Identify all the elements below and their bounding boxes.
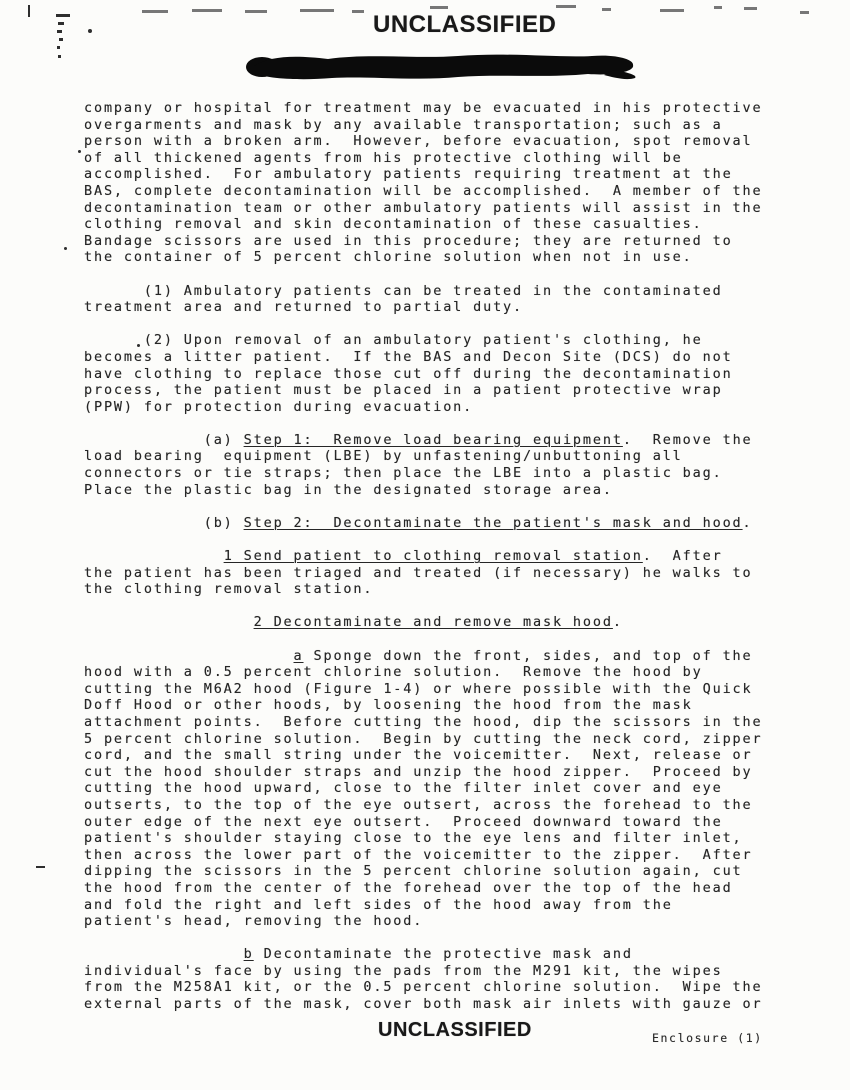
text-line	[84, 764, 762, 781]
underlined-text: Step 2: Decontaminate the patient's mask and hood	[243, 514, 743, 531]
text-segment: accomplished. For ambulatory patients requiring treatment at the	[84, 166, 733, 183]
text-line	[84, 847, 762, 864]
underlined-text: Step 1: Remove load bearing equipment	[243, 431, 623, 448]
enclosure-label: Enclosure (1)	[652, 1031, 763, 1045]
paragraph	[84, 100, 762, 266]
paragraph	[84, 283, 762, 316]
text-segment: patient's head, removing the hood.	[84, 913, 424, 930]
underlined-text: 1 Send patient to clothing removal station	[223, 548, 643, 565]
scan-artifact	[58, 22, 64, 25]
paragraph	[84, 515, 762, 532]
text-line	[84, 897, 762, 914]
text-line	[84, 117, 762, 134]
text-segment: attachment points. Before cutting the hood, dip the scissors in the	[84, 713, 763, 730]
scan-artifact	[59, 38, 63, 41]
scan-artifact	[430, 6, 448, 9]
text-segment: the clothing removal station.	[84, 581, 374, 598]
paragraph	[84, 614, 762, 631]
scan-artifact	[245, 10, 267, 13]
paragraph	[84, 332, 762, 415]
text-segment: individual's face by using the pads from the M291 kit, the wipes	[84, 962, 723, 979]
text-segment: clothing removal and skin decontamination of these casualties.	[84, 216, 703, 233]
text-segment: person with a broken arm. However, before evacuation, spot removal	[84, 133, 753, 150]
paragraph	[84, 548, 762, 598]
text-segment	[84, 648, 294, 664]
text-segment: have clothing to replace those cut off during the decontamination	[84, 365, 733, 382]
text-line	[84, 681, 762, 698]
text-segment: cord, and the small string under the voicemitter. Next, release or	[84, 747, 753, 764]
text-segment: external parts of the mask, cover both mask air inlets with gauze or	[84, 996, 763, 1013]
text-line	[84, 614, 762, 631]
text-line	[84, 581, 762, 598]
text-segment: Doff Hood or other hoods, by loosening the hood from the mask	[84, 697, 693, 714]
scan-artifact	[602, 8, 611, 11]
text-segment: of all thickened agents from his protective clothing will be	[84, 149, 683, 166]
scan-artifact	[88, 29, 92, 33]
text-line	[84, 183, 762, 200]
text-line	[84, 100, 762, 117]
text-line	[84, 200, 762, 217]
text-segment: (b)	[84, 514, 244, 531]
underlined-text: 2 Decontaminate and remove mask hood	[253, 614, 613, 631]
text-line	[84, 731, 762, 748]
text-segment: dipping the scissors in the 5 percent chlorine solution again, cut	[84, 863, 743, 880]
text-line	[84, 482, 762, 499]
text-line	[84, 996, 762, 1013]
text-segment: (2) Upon removal of an ambulatory patient's clothing, he	[84, 332, 703, 349]
text-line	[84, 814, 762, 831]
classification-footer: UNCLASSIFIED	[378, 1019, 532, 1041]
text-line	[84, 664, 762, 681]
text-segment: process, the patient must be placed in a patient protective wrap	[84, 382, 723, 399]
text-line	[84, 880, 762, 897]
text-line	[84, 913, 762, 930]
text-segment: Bandage scissors are used in this procedure; they are returned to	[84, 232, 733, 249]
text-segment: company or hospital for treatment may be evacuated in his protective	[84, 100, 763, 116]
text-segment: becomes a litter patient. If the BAS and Decon Site (DCS) do not	[84, 348, 733, 365]
text-line	[84, 747, 762, 764]
text-line	[84, 366, 762, 383]
underlined-text: a	[293, 647, 304, 664]
text-segment: patient's shoulder staying close to the eye lens and filter inlet,	[84, 830, 743, 847]
text-segment: .	[742, 514, 753, 531]
text-line	[84, 399, 762, 416]
text-line	[84, 332, 762, 349]
text-segment: Sponge down the front, sides, and top of the	[303, 647, 753, 664]
text-segment	[84, 614, 254, 630]
scan-artifact	[800, 11, 809, 14]
text-line	[84, 946, 762, 963]
text-segment: . After	[642, 548, 723, 565]
redaction-mark	[246, 50, 640, 84]
scan-artifact	[192, 9, 222, 12]
text-segment: then across the lower part of the voicemitter to the zipper. After	[84, 846, 753, 863]
document-body	[84, 100, 762, 1029]
scan-artifact	[78, 150, 81, 153]
text-line	[84, 249, 762, 266]
text-segment: BAS, complete decontamination will be accomplished. A member of the	[84, 182, 763, 199]
paragraph	[84, 946, 762, 1012]
classification-header: UNCLASSIFIED	[373, 11, 557, 38]
scan-artifact	[714, 6, 722, 9]
text-segment: the patient has been triaged and treated (if necessary) he walks to	[84, 564, 753, 581]
text-line	[84, 797, 762, 814]
scan-artifact	[744, 7, 757, 10]
text-segment: Place the plastic bag in the designated storage area.	[84, 481, 613, 498]
scan-artifact	[300, 9, 334, 12]
text-segment: 5 percent chlorine solution. Begin by cutting the neck cord, zipper	[84, 730, 763, 747]
text-segment: cutting the M6A2 hood (Figure 1-4) or where possible with the Quick	[84, 680, 753, 697]
text-segment: and fold the right and left sides of the hood away from the	[84, 896, 673, 913]
text-segment: the hood from the center of the forehead over the top of the head	[84, 879, 733, 896]
text-line	[84, 150, 762, 167]
paragraph	[84, 648, 762, 930]
text-line	[84, 565, 762, 582]
text-line	[84, 216, 762, 233]
text-line	[84, 830, 762, 847]
text-segment: outer edge of the next eye outsert. Proceed downward toward the	[84, 813, 723, 830]
scan-artifact	[142, 10, 168, 13]
text-segment: treatment area and returned to partial duty.	[84, 299, 524, 316]
text-line	[84, 349, 762, 366]
text-segment: outserts, to the top of the eye outsert, across the forehead to the	[84, 796, 753, 813]
text-line	[84, 382, 762, 399]
text-line	[84, 963, 762, 980]
text-line	[84, 697, 762, 714]
text-line	[84, 863, 762, 880]
scan-artifact	[57, 30, 62, 33]
text-line	[84, 233, 762, 250]
text-line	[84, 548, 762, 565]
text-line	[84, 432, 762, 449]
scan-artifact	[58, 55, 61, 58]
text-segment: the container of 5 percent chlorine solution when not in use.	[84, 249, 693, 266]
text-segment: decontamination team or other ambulatory patients will assist in the	[84, 199, 763, 216]
text-line	[84, 515, 762, 532]
text-segment	[84, 548, 224, 564]
text-segment: (a)	[84, 431, 244, 448]
scan-artifact	[57, 46, 60, 49]
text-line	[84, 465, 762, 482]
text-segment: cut the hood shoulder straps and unzip the hood zipper. Proceed by	[84, 763, 753, 780]
text-segment: (1) Ambulatory patients can be treated in the contaminated	[84, 282, 723, 299]
underlined-text: b	[243, 946, 254, 963]
text-segment: hood with a 0.5 percent chlorine solution. Remove the hood by	[84, 664, 703, 681]
text-line	[84, 299, 762, 316]
scan-artifact	[660, 9, 684, 12]
scan-artifact	[56, 14, 70, 17]
text-segment: load bearing equipment (LBE) by unfastening/unbuttoning all	[84, 448, 683, 465]
text-segment: cutting the hood upward, close to the filter inlet cover and eye	[84, 780, 723, 797]
text-segment: overgarments and mask by any available transportation; such as a	[84, 116, 723, 133]
text-line	[84, 133, 762, 150]
text-line	[84, 448, 762, 465]
scan-artifact	[28, 5, 30, 17]
text-segment: .	[612, 614, 623, 631]
scan-artifact	[36, 866, 45, 868]
text-segment: Decontaminate the protective mask and	[253, 946, 633, 963]
text-segment: from the M258A1 kit, or the 0.5 percent chlorine solution. Wipe the	[84, 979, 763, 996]
text-segment: connectors or tie straps; then place the LBE into a plastic bag.	[84, 465, 723, 482]
text-segment: . Remove the	[622, 431, 753, 448]
scan-artifact	[352, 10, 364, 13]
text-segment	[84, 946, 244, 962]
text-segment: (PPW) for protection during evacuation.	[84, 398, 474, 415]
text-line	[84, 979, 762, 996]
text-line	[84, 714, 762, 731]
scan-artifact	[556, 5, 576, 8]
scan-artifact	[64, 247, 67, 250]
paragraph	[84, 432, 762, 498]
text-line	[84, 648, 762, 665]
text-line	[84, 283, 762, 300]
text-line	[84, 780, 762, 797]
text-line	[84, 166, 762, 183]
